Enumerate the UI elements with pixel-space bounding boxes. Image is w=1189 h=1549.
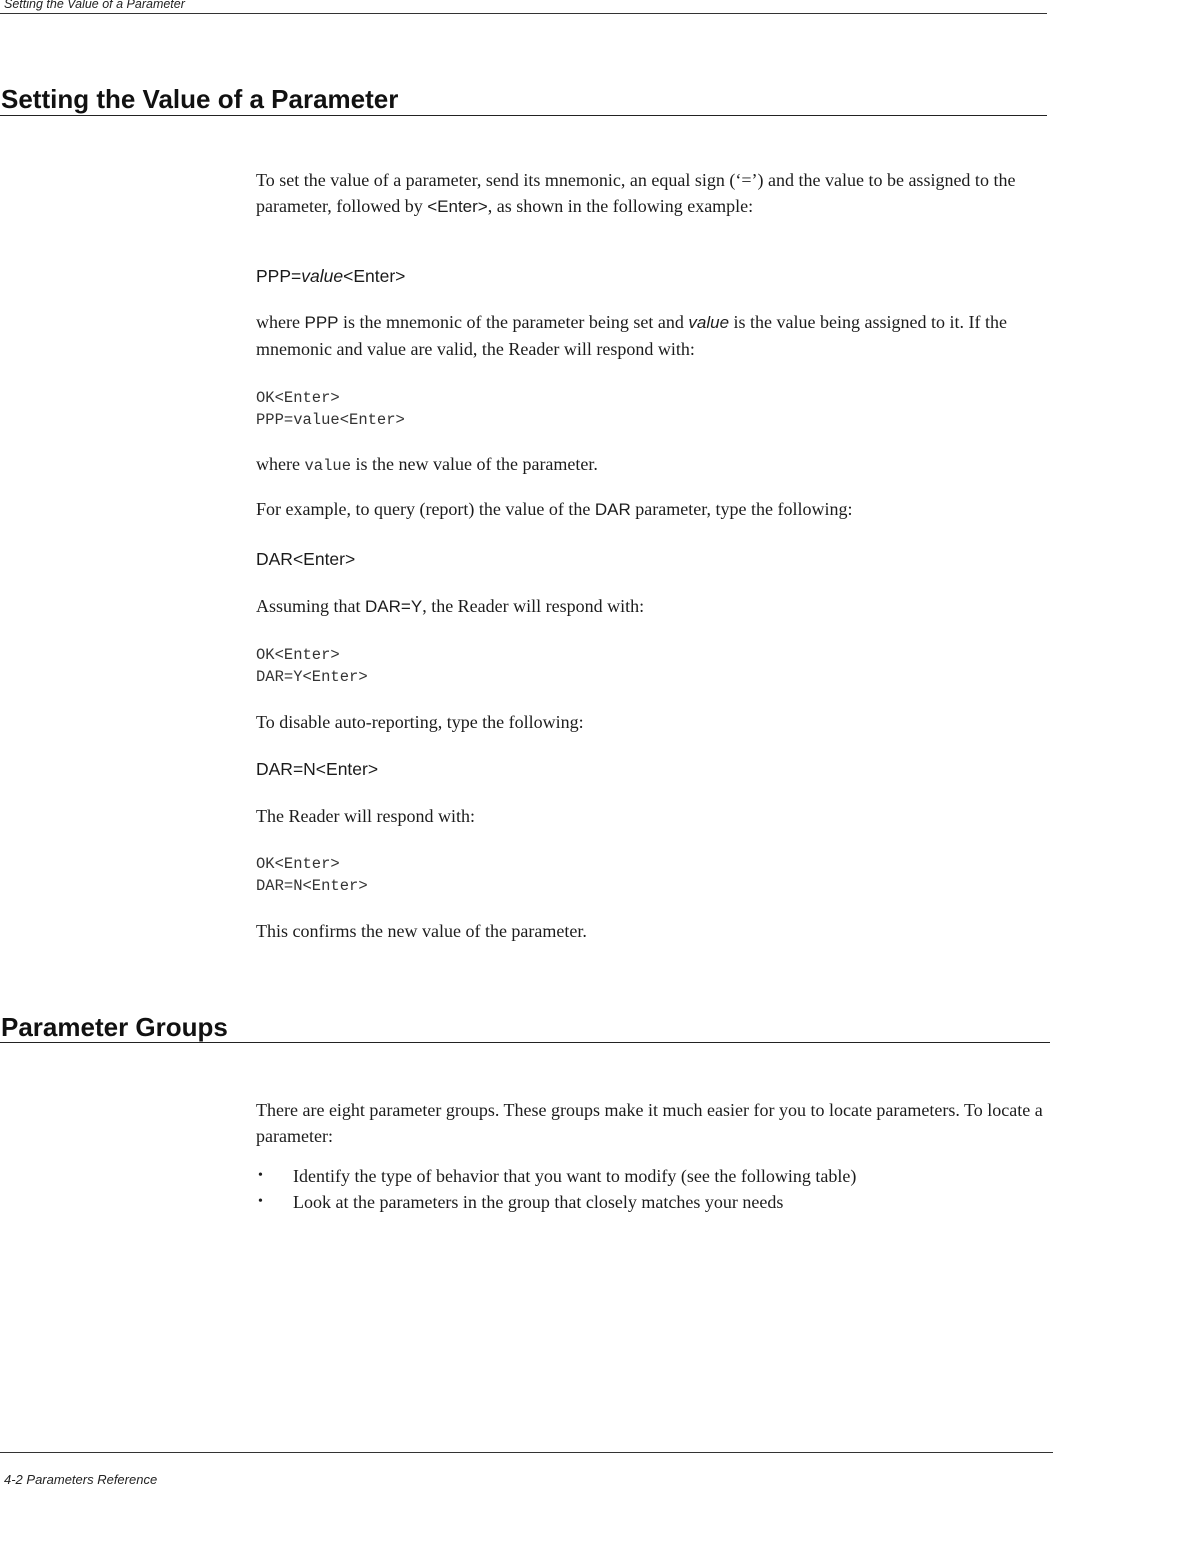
where1-text-b: is the mnemonic of the parameter being set and bbox=[338, 312, 689, 332]
section2-title-rule bbox=[0, 1042, 1050, 1043]
page-footer: 4-2 Parameters Reference bbox=[4, 1472, 158, 1487]
enter-key-inline: <Enter> bbox=[427, 197, 488, 216]
assume-paragraph bbox=[256, 593, 644, 620]
groups-intro-paragraph: There are eight parameter groups. These groups make it much easier for you to locate parameters. To locate a parameter: bbox=[256, 1100, 1043, 1146]
where2-code: value bbox=[304, 457, 351, 475]
response2-line-1: OK<Enter> bbox=[256, 646, 340, 664]
set-syntax bbox=[256, 266, 405, 287]
section-title-parameter-groups: Parameter Groups bbox=[1, 1012, 228, 1042]
intro-text-b: , as shown in the following example: bbox=[487, 196, 754, 216]
query-command: DAR<Enter> bbox=[256, 549, 356, 569]
list-item bbox=[256, 1163, 856, 1189]
response-block-3 bbox=[256, 853, 368, 897]
locate-steps-list bbox=[256, 1163, 856, 1215]
response2-line-2: DAR=Y<Enter> bbox=[256, 668, 368, 686]
intro-text-a: To set the value of a parameter, send its mnemonic, an equal sign (‘=’) and the value to be assigned to the parameter, followed by bbox=[256, 170, 1016, 216]
response-block-2 bbox=[256, 644, 368, 688]
header-rule bbox=[0, 13, 1047, 14]
where-paragraph-1 bbox=[256, 309, 1046, 362]
response1-line-1: OK<Enter> bbox=[256, 389, 340, 407]
disable-command: DAR=N<Enter> bbox=[256, 759, 379, 779]
response3-line-2: DAR=N<Enter> bbox=[256, 877, 368, 895]
example-paragraph bbox=[256, 496, 853, 523]
list-item-text: Look at the parameters in the group that closely matches your needs bbox=[293, 1192, 784, 1212]
example-text-b: parameter, type the following: bbox=[630, 499, 853, 519]
example-dar: DAR bbox=[594, 500, 631, 519]
where1-text-a: where bbox=[256, 312, 305, 332]
where2-text-a: where bbox=[256, 454, 305, 474]
where2-text-b: is the new value of the parameter. bbox=[351, 454, 598, 474]
response1-line-2: PPP=value<Enter> bbox=[256, 411, 405, 429]
response-block-1 bbox=[256, 387, 405, 431]
bullet-icon: • bbox=[258, 1194, 263, 1209]
syntax-value: value bbox=[301, 266, 344, 286]
list-item bbox=[256, 1189, 856, 1215]
respond-paragraph: The Reader will respond with: bbox=[256, 806, 475, 826]
where-paragraph-2 bbox=[256, 451, 598, 479]
intro-paragraph bbox=[256, 167, 1046, 220]
where1-text-c: is the value being assigned to it. If the mnemonic and value are valid, the Reader will respond with: bbox=[256, 312, 1007, 359]
assume-text-a: Assuming that bbox=[256, 596, 366, 616]
assume-text-b: , the Reader will respond with: bbox=[422, 596, 645, 616]
confirm-paragraph: This confirms the new value of the parameter. bbox=[256, 921, 587, 941]
bullet-icon: • bbox=[258, 1168, 263, 1183]
syntax-suffix: <Enter> bbox=[343, 266, 406, 286]
assume-code: DAR=Y bbox=[365, 597, 423, 616]
footer-rule bbox=[0, 1452, 1053, 1453]
list-item-text: Identify the type of behavior that you want to modify (see the following table) bbox=[293, 1166, 857, 1186]
syntax-prefix: PPP= bbox=[256, 266, 302, 286]
disable-paragraph: To disable auto-reporting, type the following: bbox=[256, 712, 584, 732]
section-title-rule bbox=[0, 115, 1047, 116]
section-title-setting-value: Setting the Value of a Parameter bbox=[1, 84, 399, 114]
where1-ppp: PPP bbox=[304, 313, 339, 332]
running-header: Setting the Value of a Parameter bbox=[4, 0, 185, 11]
response3-line-1: OK<Enter> bbox=[256, 855, 340, 873]
where1-value: value bbox=[688, 313, 730, 332]
example-text-a: For example, to query (report) the value of the bbox=[256, 499, 595, 519]
